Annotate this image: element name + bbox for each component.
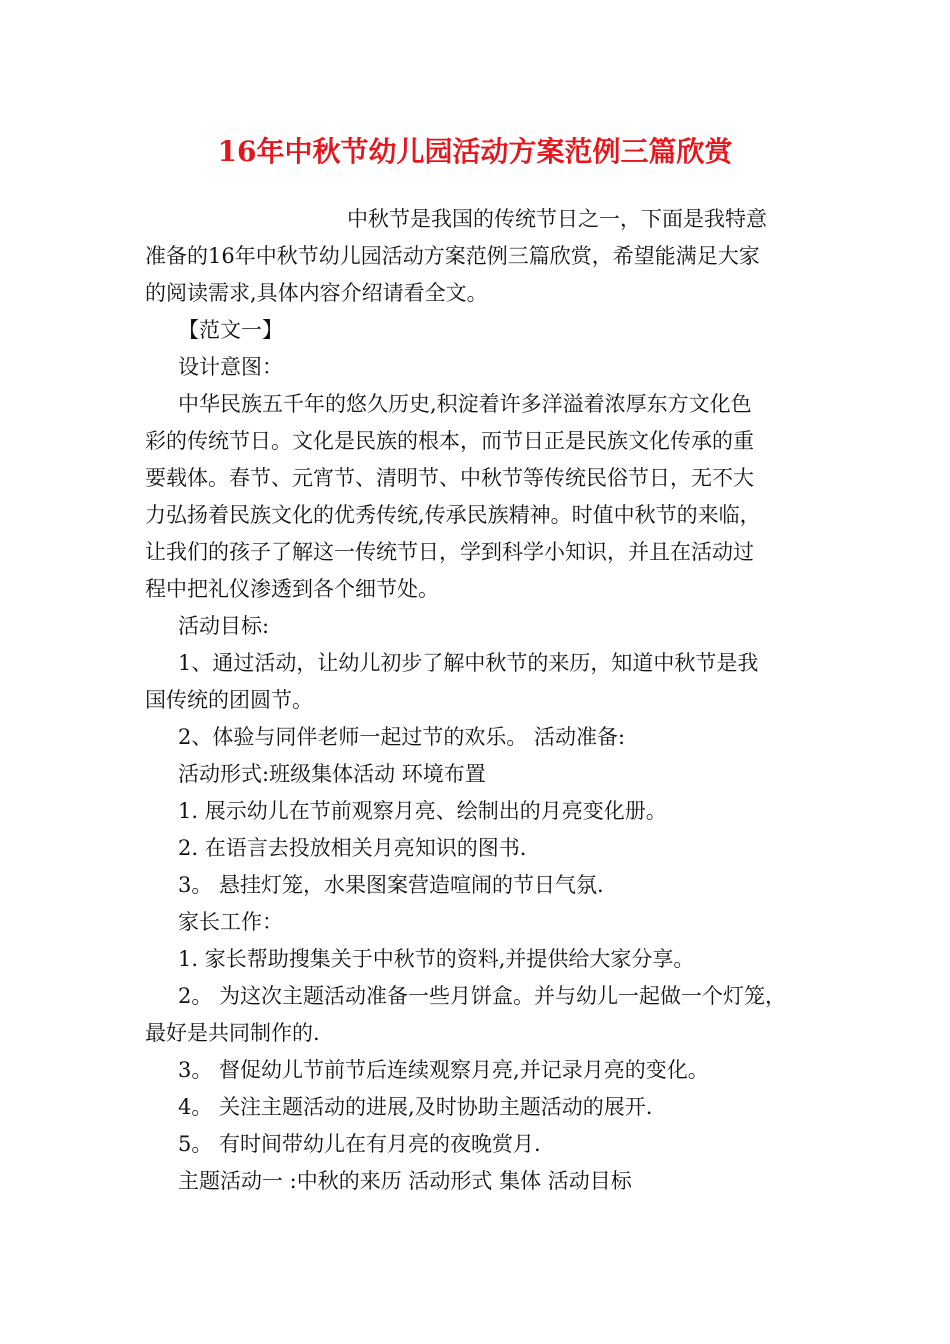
paragraph-line: 要载体。春节、元宵节、清明节、中秋节等传统民俗节日，无不大 (145, 466, 754, 490)
list-item-line: 4。 关注主题活动的进展,及时协助主题活动的展开. (178, 1095, 653, 1119)
list-item-line: 最好是共同制作的. (145, 1021, 320, 1045)
list-item-line: 5。 有时间带幼儿在有月亮的夜晚赏月. (178, 1132, 541, 1156)
list-item-line: 3。 悬挂灯笼，水果图案营造喧闹的节日气氛. (178, 873, 604, 897)
intro-line-3: 的阅读需求,具体内容介绍请看全文。 (145, 281, 488, 305)
intro-line-1: 中秋节是我国的传统节日之一，下面是我特意 (347, 207, 767, 231)
heading-parent-work: 家长工作： (178, 910, 283, 934)
list-item-line: 2。 为这次主题活动准备一些月饼盒。并与幼儿一起做一个灯笼， (178, 984, 787, 1008)
paragraph-line: 程中把礼仪渗透到各个细节处。 (145, 577, 439, 601)
document-title: 16年中秋节幼儿园活动方案范例三篇欣赏 (217, 135, 733, 168)
intro-line-2: 准备的16年中秋节幼儿园活动方案范例三篇欣赏，希望能满足大家 (145, 244, 760, 268)
document-body (145, 201, 810, 1200)
list-item-line: 国传统的团圆节。 (145, 688, 313, 712)
paragraph-line: 主题活动一 :中秋的来历 活动形式 集体 活动目标 (178, 1169, 632, 1193)
heading-activity-goals: 活动目标: (178, 614, 270, 638)
heading-design-intent: 设计意图： (178, 355, 283, 379)
list-item-line: 1. 家长帮助搜集关于中秋节的资料,并提供给大家分享。 (178, 947, 695, 971)
list-item-line: 2、体验与同伴老师一起过节的欢乐。 活动准备: (178, 725, 626, 749)
list-item-line: 3。 督促幼儿节前节后连续观察月亮,并记录月亮的变化。 (178, 1058, 709, 1082)
list-item-line: 1、通过活动，让幼儿初步了解中秋节的来历，知道中秋节是我 (178, 651, 759, 675)
paragraph-line: 彩的传统节日。文化是民族的根本，而节日正是民族文化传承的重 (145, 429, 754, 453)
paragraph-line: 力弘扬着民族文化的优秀传统,传承民族精神。时值中秋节的来临， (145, 503, 761, 527)
paragraph-line: 中华民族五千年的悠久历史,积淀着许多洋溢着浓厚东方文化色 (178, 392, 752, 416)
list-item-line: 1. 展示幼儿在节前观察月亮、绘制出的月亮变化册。 (178, 799, 667, 823)
section-heading-fanwen-1: 【范文一】 (178, 318, 283, 342)
list-item-line: 2. 在语言去投放相关月亮知识的图书. (178, 836, 527, 860)
paragraph-line: 让我们的孩子了解这一传统节日，学到科学小知识，并且在活动过 (145, 540, 754, 564)
paragraph-line: 活动形式:班级集体活动 环境布置 (178, 762, 486, 786)
